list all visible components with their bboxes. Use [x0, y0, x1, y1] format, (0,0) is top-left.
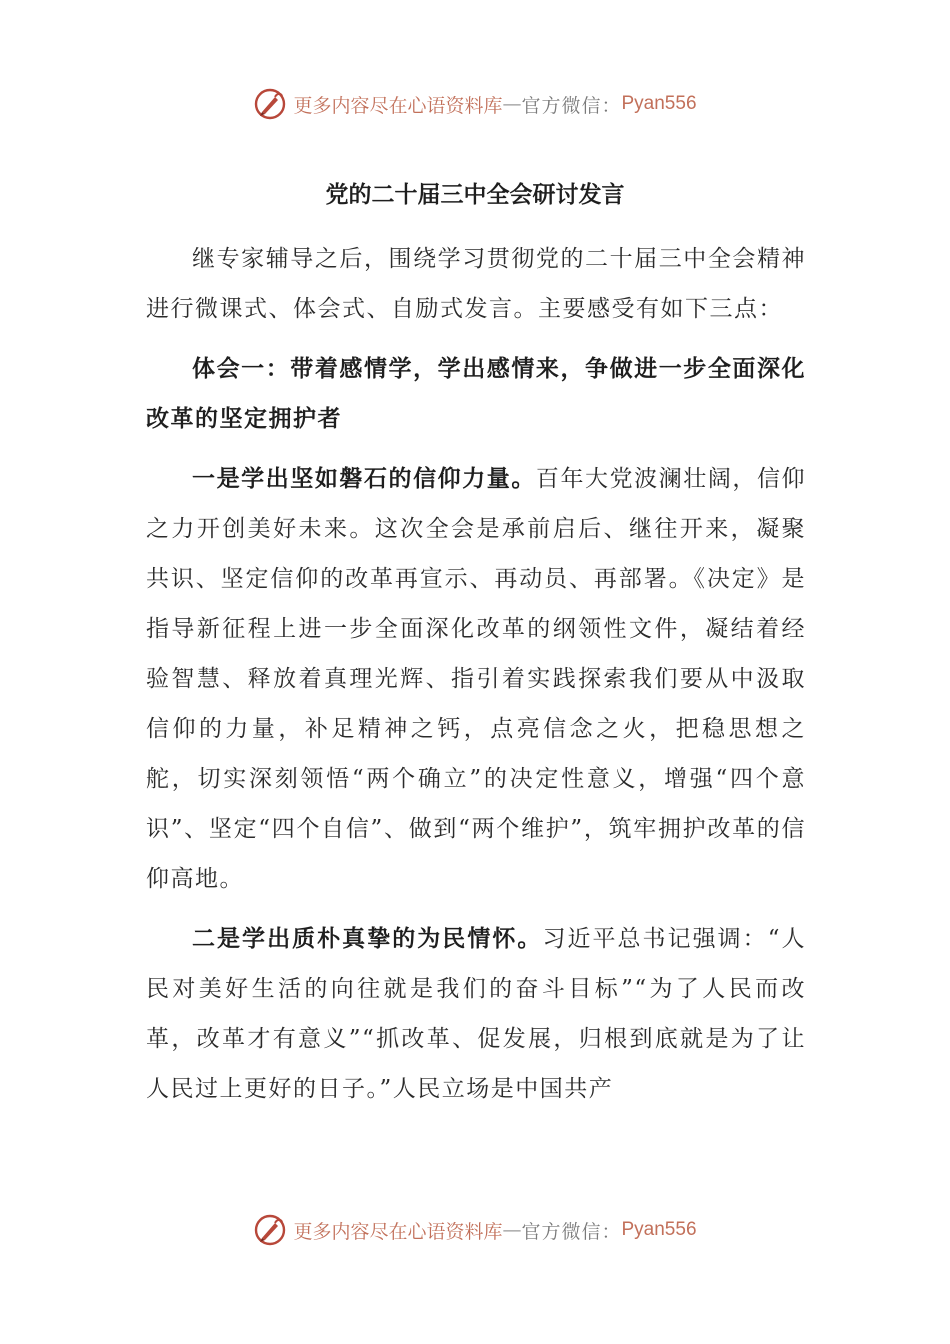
banner-wechat-id: Pyan556	[621, 93, 697, 114]
banner-brand-text: 更多内容尽在心语资料库	[293, 1220, 503, 1243]
paragraph-2-lead: 二是学出质朴真挚的为民情怀。	[192, 925, 543, 952]
banner-separator: —	[502, 1219, 522, 1241]
pen-logo-icon	[253, 1213, 287, 1247]
intro-paragraph: 继专家辅导之后，围绕学习贯彻党的二十届三中全会精神进行微课式、体会式、自励式发言。主要感受有如下三点：	[146, 246, 806, 322]
section-heading-1: 体会一：带着感情学，学出感情来，争做进一步全面深化改革的坚定拥护者	[146, 355, 806, 432]
paragraph-1-text: 百年大党波澜壮阔，信仰之力开创美好未来。这次全会是承前启后、继往开来，凝聚共识、坚定信仰的改革再宣示、再动员、再部署。《决定》是指导新征程上进一步全面深化改革的纲领性文件，凝结着经验智慧、释放着真理光辉、指引着实践探索我们要从中汲取信仰的力量，补足精神之钙，点亮信念之火，把稳思想之舵，切实深刻领悟“两个确立”的决定性意义，增强“四个意识”、坚定“四个自信”、做到“两个维护”，筑牢拥护改革的信仰高地。	[146, 466, 806, 892]
document-body	[146, 234, 806, 1124]
banner-separator: —	[502, 93, 522, 115]
footer-watermark-banner	[0, 1210, 950, 1250]
banner-wechat-label: 官方微信：	[521, 94, 622, 117]
paragraph-2	[146, 914, 806, 1114]
banner-wechat-label: 官方微信：	[521, 1220, 622, 1243]
pen-logo-icon	[253, 87, 287, 121]
paragraph-1-lead: 一是学出坚如磐石的信仰力量。	[192, 465, 536, 492]
header-watermark-banner	[0, 84, 950, 124]
paragraph-2-text: 习近平总书记强调：“人民对美好生活的向往就是我们的奋斗目标”“为了人民而改革，改革才有意义”“抓改革、促发展，归根到底就是为了让人民过上更好的日子。”人民立场是中国共产	[146, 926, 807, 1102]
banner-brand-text: 更多内容尽在心语资料库	[293, 94, 503, 117]
document-title: 党的二十届三中全会研讨发言	[325, 181, 625, 208]
banner-wechat-id: Pyan556	[621, 1219, 697, 1240]
paragraph-1	[146, 454, 806, 904]
